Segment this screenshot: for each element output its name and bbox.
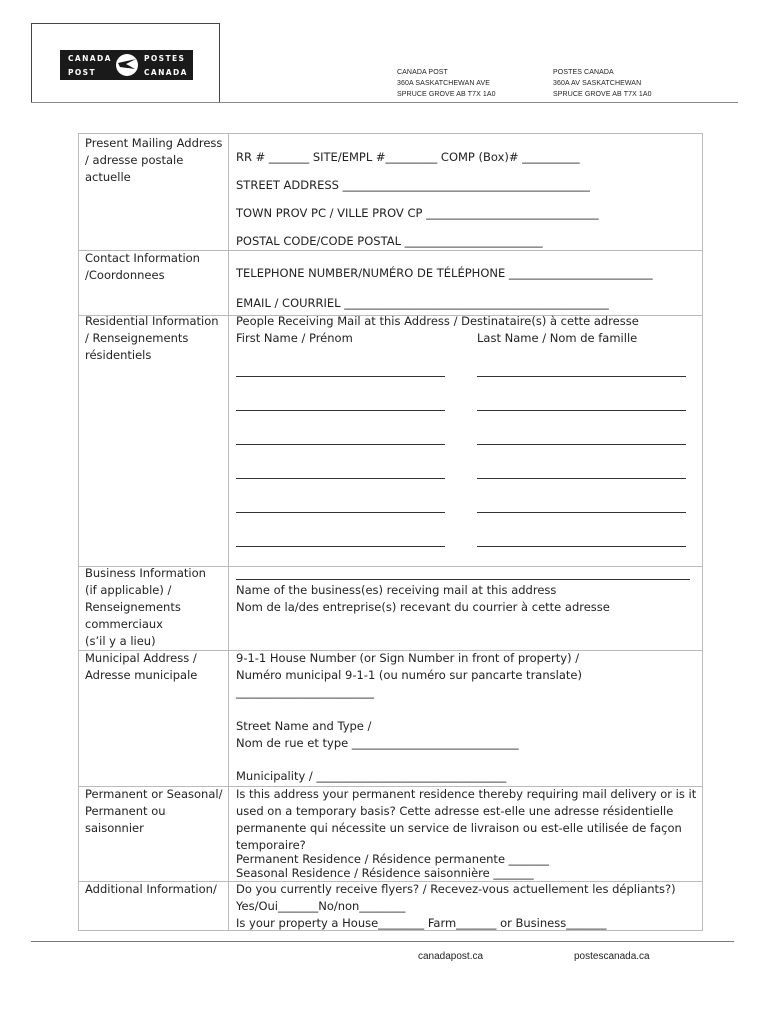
- contact-information-label: Contact Information /Coordonnees: [85, 251, 200, 282]
- residential-intro: People Receiving Mail at this Address / Destinataire(s) à cette adresse: [236, 314, 639, 328]
- footer-link-english[interactable]: canadapost.ca: [418, 951, 484, 962]
- permanent-question-line: permanente qui nécessite un service de livraison ou est-elle utilisée de façon: [236, 821, 682, 835]
- street-name-caption: Street Name and Type /: [236, 719, 372, 733]
- street-name-field[interactable]: Nom de rue et type _____________________________: [236, 736, 519, 750]
- address-line: SPRUCE GROVE AB T7X 1A0: [553, 91, 652, 98]
- address-french: [553, 67, 652, 100]
- telephone-field[interactable]: TELEPHONE NUMBER/NUMÉRO DE TÉLÉPHONE _________________________: [236, 266, 653, 280]
- business-caption-en: Name of the business(es) receiving mail at this address: [236, 583, 557, 597]
- last-name-field-6[interactable]: [477, 546, 686, 547]
- permanent-seasonal-label: Permanent or Seasonal/ Permanent ou saisonnier: [85, 787, 223, 835]
- logo-canada-top: CANADA: [68, 54, 112, 63]
- first-name-field-1[interactable]: [236, 376, 445, 377]
- permanent-question-line: used on a temporary basis? Cette adresse est-elle une adresse résidentielle: [236, 804, 674, 818]
- flyers-yes-no-field[interactable]: Yes/Oui_______No/non________: [236, 899, 406, 913]
- business-name-field[interactable]: [236, 579, 690, 580]
- property-type-field[interactable]: Is your property a House________ Farm_______ or Business_______: [236, 916, 607, 930]
- header-divider: [31, 102, 738, 103]
- address-line: 360A AV SASKATCHEWAN: [553, 80, 642, 87]
- email-field[interactable]: EMAIL / COURRIEL ______________________________________________: [236, 296, 609, 310]
- last-name-field-5[interactable]: [477, 512, 686, 513]
- footer-link-french[interactable]: postescanada.ca: [574, 951, 650, 962]
- address-english: [397, 67, 496, 100]
- municipal-address-label: Municipal Address / Adresse municipale: [85, 651, 198, 682]
- column-divider: [228, 134, 229, 930]
- canada-post-logo: [60, 50, 193, 80]
- rr-site-comp-field[interactable]: RR # _______ SITE/EMPL #_________ COMP (Box)# __________: [236, 150, 580, 164]
- postal-code-field[interactable]: POSTAL CODE/CODE POSTAL ________________________: [236, 234, 543, 248]
- first-name-field-5[interactable]: [236, 512, 445, 513]
- last-name-field-1[interactable]: [477, 376, 686, 377]
- business-information-label: Business Information (if applicable) / Renseignements commerciaux (s’il y a lieu): [85, 566, 206, 648]
- house-number-field[interactable]: ________________________: [236, 685, 374, 699]
- first-name-header: First Name / Prénom: [236, 331, 353, 345]
- mailing-address-label: Present Mailing Address / adresse postale actuelle: [85, 136, 223, 184]
- first-name-field-4[interactable]: [236, 478, 445, 479]
- permanent-question-line: Is this address your permanent residence thereby requiring mail delivery or is it: [236, 787, 697, 801]
- first-name-field-2[interactable]: [236, 410, 445, 411]
- seasonal-residence-field[interactable]: Seasonal Residence / Résidence saisonnière _______: [236, 866, 534, 880]
- address-line: CANADA POST: [397, 69, 448, 76]
- logo-canada-bottom: CANADA: [144, 68, 188, 77]
- logo-postes-top: POSTES: [144, 54, 186, 63]
- footer-divider: [31, 941, 734, 942]
- business-caption-fr: Nom de la/des entreprise(s) recevant du courrier à cette adresse: [236, 600, 610, 614]
- house-number-caption-en: 9-1-1 House Number (or Sign Number in front of property) /: [236, 651, 580, 665]
- last-name-field-3[interactable]: [477, 444, 686, 445]
- last-name-field-2[interactable]: [477, 410, 686, 411]
- flyers-question: Do you currently receive flyers? / Recevez-vous actuellement les dépliants?): [236, 882, 676, 896]
- town-prov-field[interactable]: TOWN PROV PC / VILLE PROV CP ______________________________: [236, 206, 599, 220]
- street-address-field[interactable]: STREET ADDRESS ___________________________________________: [236, 178, 590, 192]
- last-name-header: Last Name / Nom de famille: [477, 331, 638, 345]
- address-form: [78, 133, 703, 931]
- address-line: 360A SASKATCHEWAN AVE: [397, 80, 491, 87]
- municipality-field[interactable]: Municipality / _________________________________: [236, 769, 507, 783]
- house-number-caption-fr: Numéro municipal 9-1-1 (ou numéro sur pancarte translate): [236, 668, 582, 682]
- permanent-residence-field[interactable]: Permanent Residence / Résidence permanente _______: [236, 852, 549, 866]
- logo-post-bottom: POST: [68, 68, 96, 77]
- address-line: SPRUCE GROVE AB T7X 1A0: [397, 91, 496, 98]
- address-line: POSTES CANADA: [553, 69, 614, 76]
- canada-post-emblem-icon: [116, 54, 138, 76]
- first-name-field-3[interactable]: [236, 444, 445, 445]
- additional-information-label: Additional Information/: [85, 882, 217, 896]
- first-name-field-6[interactable]: [236, 546, 445, 547]
- permanent-question-line: temporaire?: [236, 838, 306, 852]
- last-name-field-4[interactable]: [477, 478, 686, 479]
- residential-information-label: Residential Information / Renseignements résidentiels: [85, 314, 219, 362]
